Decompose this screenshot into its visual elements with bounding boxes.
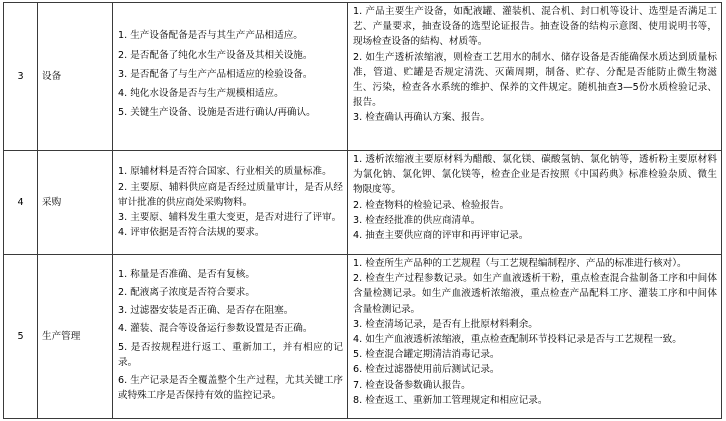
requirement-item: 2. 是否配备了纯化水生产设备及其相关设施。 <box>118 49 313 61</box>
requirement-item: 2. 配液离子浓度是否符合要求。 <box>118 286 255 298</box>
row-number: 5 <box>4 255 38 419</box>
requirement-item: 1. 称量是否准确、是否有复核。 <box>118 268 255 280</box>
method-item: 2. 检查生产过程参数记录。如生产血液透析干粉，重点检查混合盐制备工序和中间体含量检测记录。如生产血液透析浓缩液，重点检查产品配料工序、灌装工序和中间体含量检测记录。 <box>353 273 717 315</box>
method-item: 4. 如生产血液透析浓缩液，重点检查配制环节投料记录是否与工艺规程一致。 <box>353 334 682 346</box>
method-item: 1. 检查所生产品种的工艺规程（与工艺规程编制程序、产品的标准进行核对）。 <box>353 258 687 269</box>
table-row <box>4 255 722 419</box>
requirement-item: 5. 是否按规程进行返工、重新加工，并有相应的记录。 <box>118 341 343 368</box>
row-title: 设备 <box>38 3 113 151</box>
method-item: 3. 检查清场记录，是否有上批原材料剩余。 <box>353 318 538 330</box>
method-item: 3. 检查确认再确认方案、报告。 <box>353 112 490 124</box>
method-item: 6. 检查过滤器使用前后测试记录。 <box>353 364 500 376</box>
method-item: 2. 检查物料的检验记录、检验报告。 <box>353 199 510 211</box>
method-item: 5. 检查混合罐定期清洁消毒记录。 <box>353 349 500 361</box>
methods-cell <box>348 151 722 255</box>
requirements-cell <box>113 255 348 419</box>
row-number: 4 <box>4 151 38 255</box>
requirement-item: 2. 主要原、辅料供应商是否经过质量审计，是否从经审计批准的供应商处采购物料。 <box>118 181 343 208</box>
method-item: 3. 检查经批准的供应商清单。 <box>353 214 481 226</box>
requirement-item: 4. 灌装、混合等设备运行参数设置是否正确。 <box>118 323 313 335</box>
requirement-item: 3. 过滤器安装是否正确、是否存在阻塞。 <box>118 305 294 317</box>
table-row <box>4 3 722 151</box>
method-item: 1. 产品主要生产设备，如配液罐、灌装机、混合机、封口机等设计、选型是否满足工艺、产量要求，抽查设备的选型论证报告。抽查设备的结构示意图、使用说明书等，现场检查设备的結构、材质等。 <box>353 6 717 48</box>
methods-cell <box>348 3 722 151</box>
requirement-item: 3. 是否配备了与生产产品相适应的检验设备。 <box>118 68 313 80</box>
requirement-item: 3. 主要原、辅料发生重大变更，是否对进行了评审。 <box>118 212 342 224</box>
requirements-cell <box>113 151 348 255</box>
methods-cell <box>348 255 722 419</box>
row-number: 3 <box>4 3 38 151</box>
inspection-table <box>3 2 722 419</box>
method-item: 8. 检查返工、重新加工管理规定和相应记录。 <box>353 394 548 406</box>
method-item: 1. 透析浓缩液主要原材料为醋酸、氯化镁、碳酸氢钠、氯化钠等，透析粉主要原材料为氯化钠、氯化钾、氯化镁等，检查企业是否按照《中国药典》标准检验杂质、微生物限度等。 <box>353 154 717 196</box>
requirement-item: 5. 关键生产设备、设施是否进行确认/再确认。 <box>118 107 316 119</box>
row-title: 生产管理 <box>38 255 113 419</box>
requirements-cell <box>113 3 348 151</box>
method-item: 7. 检查设备参数确认报告。 <box>353 379 471 391</box>
requirement-item: 1. 原辅材料是否符合国家、行业相关的质量标准。 <box>118 166 332 178</box>
method-item: 2. 如生产透析浓缩液，则检查工艺用水的制水、储存设备是否能确保水质达到质量标准，管道、贮罐是否规定清洗、灭菌周期，制备、贮存、分配是否能防止微生物滋生、污染，检查各水系统的维护、保养的文件规定。随机抽查3—5份水质检验记录、报告。 <box>353 51 717 109</box>
table-row <box>4 151 722 255</box>
requirement-item: 4. 纯化水设备是否与生产规模相适应。 <box>118 88 284 100</box>
requirement-item: 6. 生产记录是否全覆盖整个生产过程，尤其关键工序或特殊工序是否保持有效的监控记录。 <box>118 374 343 402</box>
row-title: 采购 <box>38 151 113 255</box>
requirement-item: 4. 评审依据是否符合法规的要求。 <box>118 227 265 239</box>
requirement-item: 1. 生产设备配备是否与其生产产品相适应。 <box>118 30 303 42</box>
method-item: 4. 抽查主要供应商的评审和再评审记录。 <box>353 230 529 242</box>
